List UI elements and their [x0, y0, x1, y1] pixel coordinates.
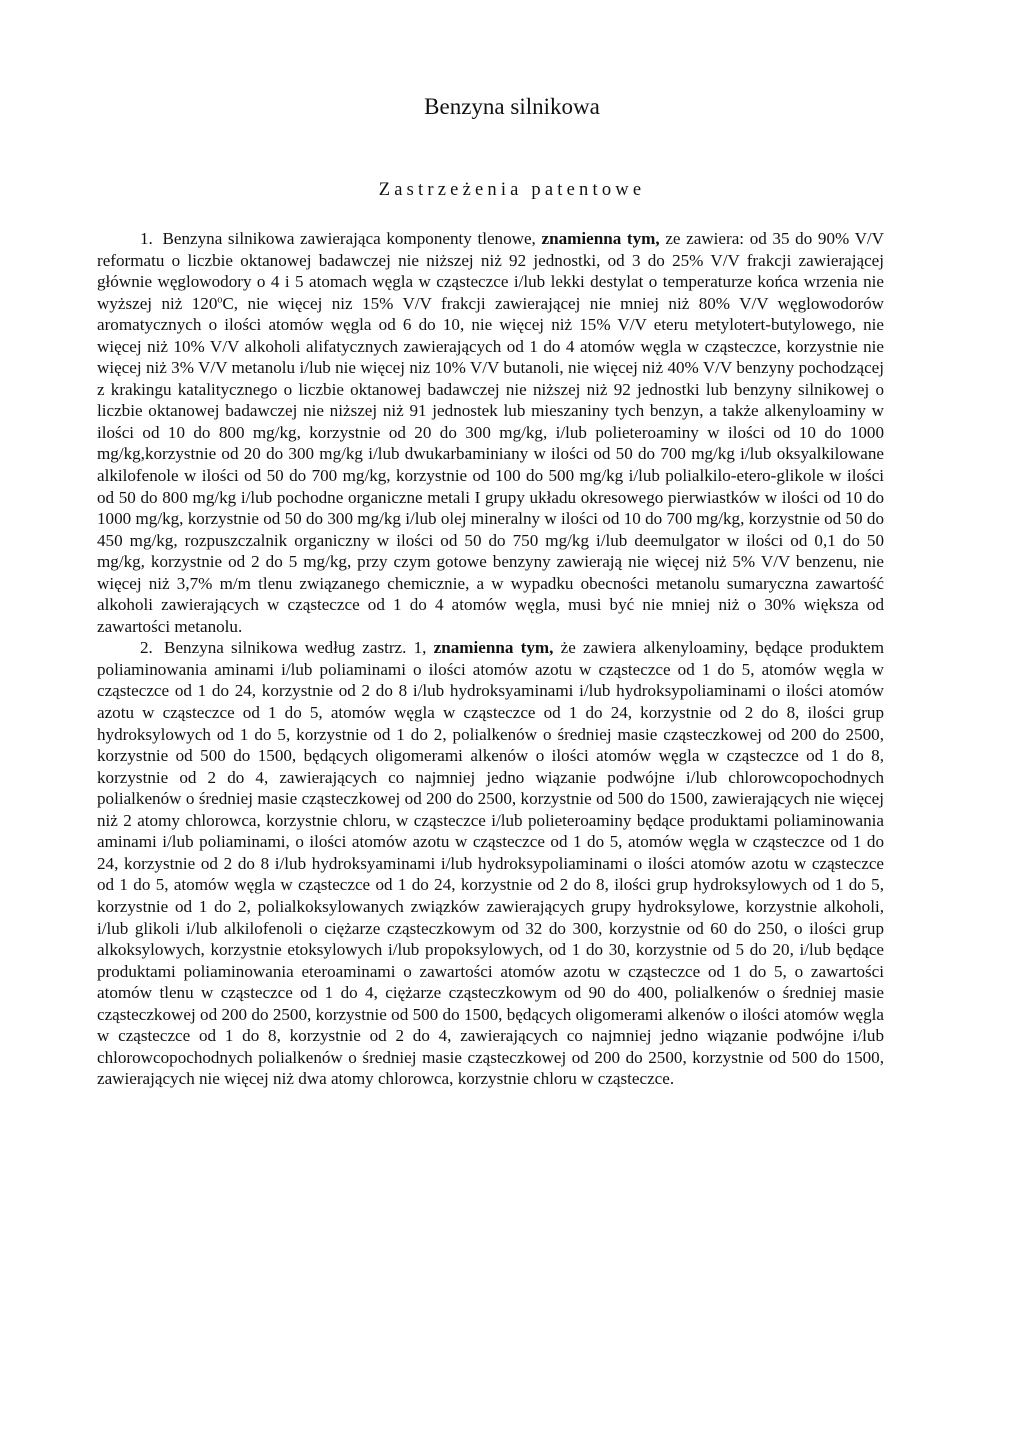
- claim-number: 1.: [140, 229, 153, 248]
- section-heading: Zastrzeżenia patentowe: [378, 180, 646, 200]
- claim-intro: Benzyna silnikowa według zastrz. 1,: [164, 638, 427, 658]
- claim-number: 2.: [140, 638, 153, 658]
- claim-emphasis: znamienna tym,: [541, 229, 660, 248]
- claim-paragraph-1: [97, 228, 884, 637]
- claim-text: ze zawiera: od 35 do 90% V/V reformatu o liczbie oktanowej badawczej nie niższej niż 92 jednostki, od 3 do 25% V/V frakcji zawierającej głównie węglowodory o 4 i 5 atomach węgla w cząsteczce i/lub lekki destylat o temperaturze końca wrzenia nie wyższej niż 120: [97, 229, 885, 313]
- claim-paragraph-2: [97, 637, 884, 1089]
- claim-text: że zawiera alkenyloaminy, będące produktem poliaminowania aminami i/lub poliaminami o ilości atomów azotu w cząsteczce od 1 do 5, atomów węgla w cząsteczce od 1 do 24, korzystnie od 2 do 8 i/lub hydroksyaminami i/lub hydroksypoliaminami o ilości atomów azotu w cząsteczce od 1 do 5, atomów węgla w cząsteczce od 1 do 24, korzystnie od 2 do 8, ilości grup hydroksylowych od 1 do 5, korzystnie od 1 do 2, polialkenów o średniej masie cząsteczkowej od 200 do 2500, korzystnie od 500 do 1500, będących oligomerami alkenów o ilości atomów węgla w cząsteczce od 1 do 8, korzystnie od 2 do 4, zawierających co najmniej jedno wiązanie podwójne i/lub chlorowcopochodnych polialkenów o średniej masie cząsteczkowej od 200 do 2500, korzystnie od 500 do 1500, zawierających nie więcej niż 2 atomy chlorowca, korzystnie chloru, w cząsteczce i/lub polieteroaminy będące produktami poliaminowania aminami i/lub poliaminami, o ilości atomów azotu w cząsteczce od 1 do 5, atomów węgla w cząsteczce od 1 do 24, korzystnie od 2 do 8 i/lub hydroksyaminami i/lub hydroksypoliaminami o ilości atomów azotu w cząsteczce od 1 do 5, atomów węgla w cząsteczce od 1 do 24, korzystnie od 2 do 8, ilości grup hydroksylowych od 1 do 5, korzystnie od 1 do 2, polialkoksylowanych związków zawierających grupy hydroksylowe, korzystnie alkoholi, i/lub glikoli i/lub alkilofenoli o ciężarze cząsteczkowym od 32 do 300, korzystnie od 60 do 250, o ilości grup alkoksylowych, korzystnie etoksylowych i/lub propoksylowych, od 1 do 30, korzystnie od 5 do 20, i/lub będące produktami poliaminowania eteroaminami o zawartości atomów azotu w cząsteczce od 1 do 5, o zawartości atomów tlenu w cząsteczce od 1 do 4, ciężarze cząsteczkowym od 90 do 400, polialkenów o średniej masie cząsteczkowej od 200 do 2500, korzystnie od 500 do 1500, będących oligomerami alkenów o ilości atomów węgla w cząsteczce od 1 do 8, korzystnie od 2 do 4, zawierających co najmniej jedno wiązanie podwójne i/lub chlorowcopochodnych polialkenów o średniej masie cząsteczkowej od 200 do 2500, korzystnie od 500 do 1500, zawierających nie więcej niż dwa atomy chlorowca, korzystnie chloru w cząsteczce.: [97, 638, 885, 1089]
- document-title: Benzyna silnikowa: [424, 94, 600, 119]
- claim-emphasis: znamienna tym,: [433, 638, 554, 658]
- claim-text-continued: C, nie więcej niz 15% V/V frakcji zawierającej nie mniej niż 80% V/V węglowodorów aromatycznych o ilości atomów węgla od 6 do 10, nie więcej niż 15% V/V eteru metylotert-butylowego, nie więcej niż 10% V/V alkoholi alifatycznych zawierających od 1 do 4 atomów węgla w cząsteczce, korzystnie nie więcej niż 3% V/V metanolu i/lub nie więcej niz 10% V/V butanoli, nie więcej niż 40% V/V benzyny pochodzącej z krakingu katalitycznego o liczbie oktanowej badawczej nie niższej niż 92 jednostki lub benzyny silnikowej o liczbie oktanowej badawczej nie niższej niż 91 jednostek lub mieszaniny tych benzyn, a także alkenyloaminy w ilości od 10 do 800 mg/kg, korzystnie od 20 do 300 mg/kg, i/lub polieteroaminy w ilości od 10 do 1000 mg/kg,korzystnie od 20 do 300 mg/kg i/lub dwukarbaminiany w ilości od 50 do 700 mg/kg i/lub oksyalkilowane alkilofenole w ilości od 50 do 700 mg/kg, korzystnie od 100 do 500 mg/kg i/lub polialkilo-etero-glikole w ilości od 50 do 800 mg/kg i/lub pochodne organiczne metali I grupy układu okresowego pierwiastków w ilości od 10 do 1000 mg/kg, korzystnie od 50 do 300 mg/kg i/lub olej mineralny w ilości od 10 do 700 mg/kg, korzystnie od 50 do 450 mg/kg, rozpuszczalnik organiczny w ilości od 50 do 750 mg/kg i/lub deemulgator w ilości od 0,1 do 50 mg/kg, korzystnie od 2 do 5 mg/kg, przy czym gotowe benzyny zawierają nie więcej niż 5% V/V benzenu, nie więcej niż 3,7% m/m tlenu związanego chemicznie, a w wypadku obecności metanolu sumaryczna zawartość alkoholi zawierających w cząsteczce od 1 do 4 atomów węgla, musi być nie mniej niż o 30% większa od zawartości metanolu.: [97, 293, 884, 636]
- degree-superscript: o: [217, 293, 223, 305]
- claim-intro: Benzyna silnikowa zawierająca komponenty tlenowe,: [162, 229, 536, 248]
- claims-body: [97, 228, 884, 1090]
